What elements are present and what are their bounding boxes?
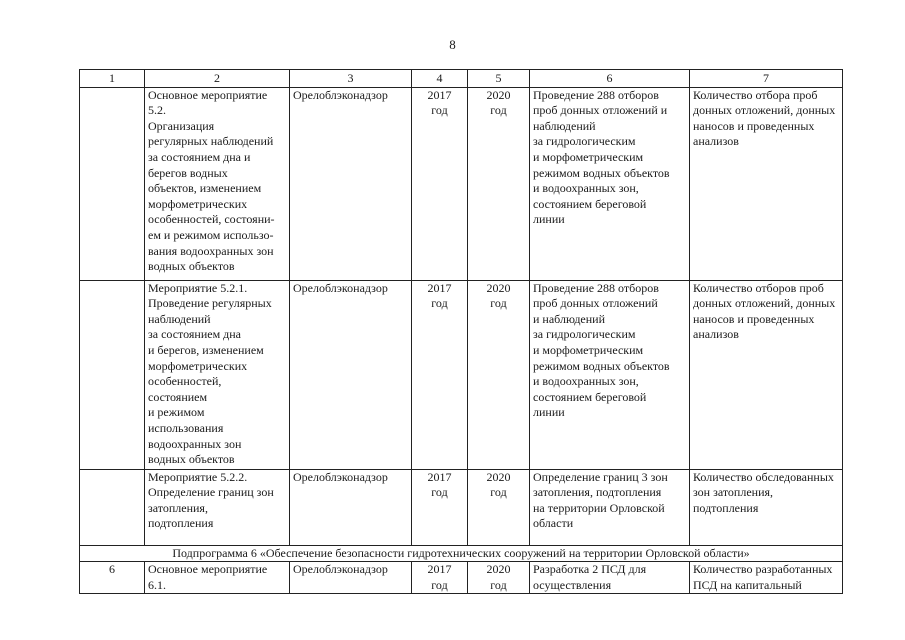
start-year-cell: 2017 год: [412, 469, 468, 545]
indicator-cell: Количество обследованных зон затопления, подтопления: [690, 469, 843, 545]
result-cell: Проведение 288 отборов проб донных отложений и наблюдений за гидрологическим и морфометрическим режимом водных объектов и водоохранных зон, состоянием береговой линии: [530, 280, 690, 469]
start-year-cell: 2017 год: [412, 87, 468, 280]
end-year-cell: 2020 год: [468, 280, 530, 469]
end-year-cell: 2020 год: [468, 469, 530, 545]
end-year-cell: 2020 год: [468, 87, 530, 280]
page-number: 8: [449, 37, 456, 52]
end-year-cell: 2020 год: [468, 562, 530, 594]
indicator-cell: Количество разработанных ПСД на капитальный: [690, 562, 843, 594]
subprogram-row: [80, 545, 843, 562]
indicator-cell: Количество отбора проб донных отложений, донных наносов и проведенных анализов: [690, 87, 843, 280]
table-header-row: [80, 70, 843, 88]
table-row: [80, 280, 843, 469]
activity-cell: Мероприятие 5.2.1. Проведение регулярных наблюдений за состоянием дна и берегов, изменением морфометрических особенностей, состоянием и режимом использования водоохранных зон водных объектов: [145, 280, 290, 469]
result-cell: Проведение 288 отборов проб донных отложений и наблюдений за гидрологическим и морфометрическим режимом водных объектов и водоохранных зон, состоянием береговой линии: [530, 87, 690, 280]
column-header: 3: [290, 70, 412, 88]
row-number-cell: [80, 87, 145, 280]
column-header: 2: [145, 70, 290, 88]
start-year-cell: 2017 год: [412, 280, 468, 469]
table-row: [80, 87, 843, 280]
result-cell: Разработка 2 ПСД для осуществления: [530, 562, 690, 594]
row-number-cell: 6: [80, 562, 145, 594]
column-header: 5: [468, 70, 530, 88]
start-year-cell: 2017 год: [412, 562, 468, 594]
row-number-cell: [80, 280, 145, 469]
column-header: 1: [80, 70, 145, 88]
result-cell: Определение границ 3 зон затопления, подтопления на территории Орловской области: [530, 469, 690, 545]
executor-cell: Орелоблэконадзор: [290, 469, 412, 545]
table-row: [80, 469, 843, 545]
program-table: [79, 69, 843, 594]
indicator-cell: Количество отборов проб донных отложений, донных наносов и проведенных анализов: [690, 280, 843, 469]
activity-cell: Основное мероприятие 6.1.: [145, 562, 290, 594]
row-number-cell: [80, 469, 145, 545]
column-header: 6: [530, 70, 690, 88]
activity-cell: Основное мероприятие 5.2. Организация регулярных наблюдений за состоянием дна и берегов водных объектов, изменением морфометрических особенностей, состояни- ем и режимом использо- вания водоохранных зон водных объектов: [145, 87, 290, 280]
subprogram-title: Подпрограмма 6 «Обеспечение безопасности гидротехнических сооружений на территории Орловской области»: [80, 545, 843, 562]
executor-cell: Орелоблэконадзор: [290, 87, 412, 280]
table-row: [80, 562, 843, 594]
column-header: 4: [412, 70, 468, 88]
executor-cell: Орелоблэконадзор: [290, 562, 412, 594]
executor-cell: Орелоблэконадзор: [290, 280, 412, 469]
activity-cell: Мероприятие 5.2.2. Определение границ зон затопления, подтопления: [145, 469, 290, 545]
column-header: 7: [690, 70, 843, 88]
